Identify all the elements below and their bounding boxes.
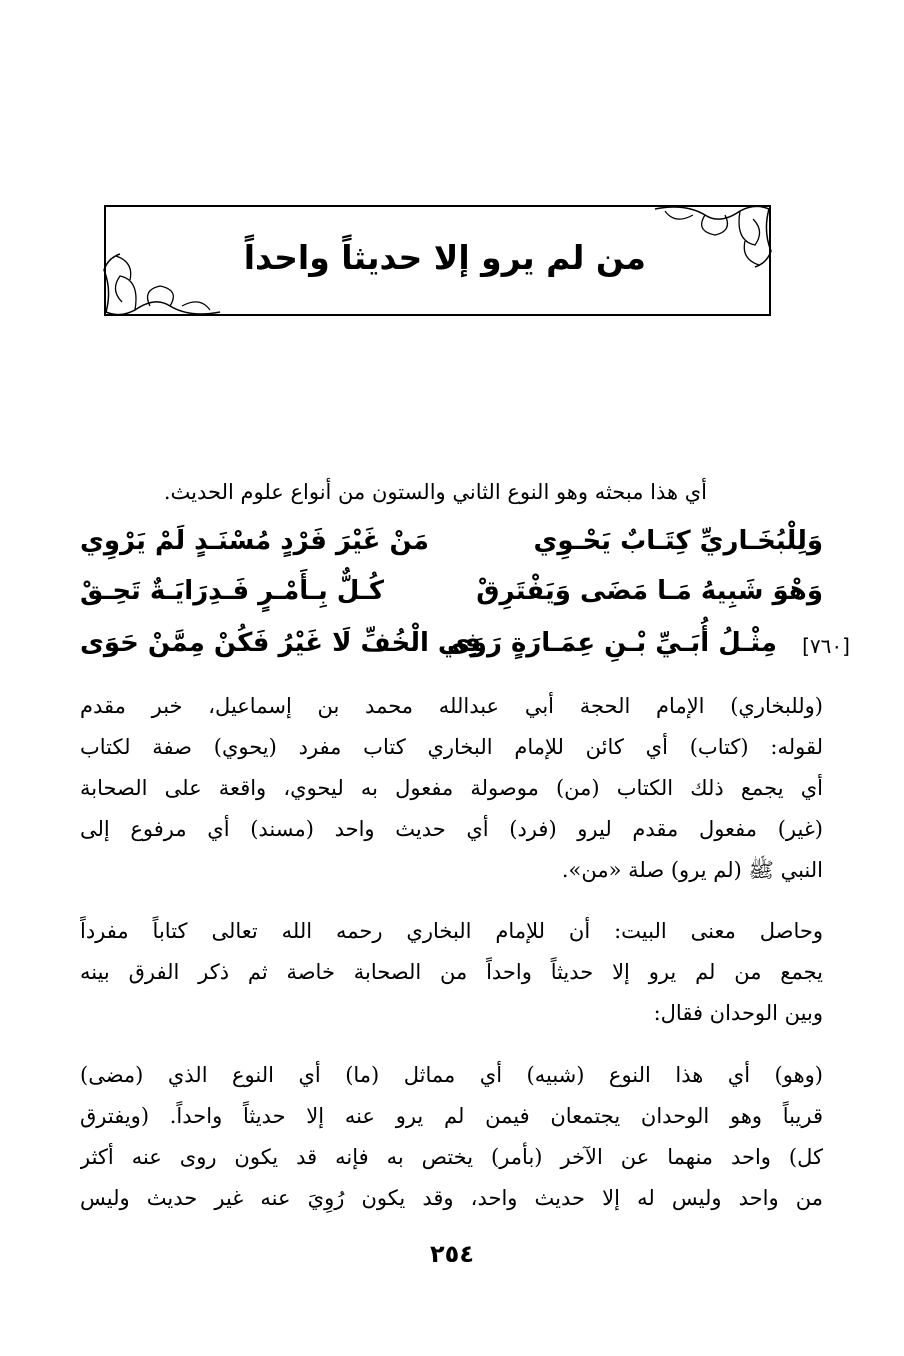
page-number: ٢٥٤ [430,1240,474,1268]
text-line: (وهو) أي هذا النوع (شبيه) أي مماثل (ما) أي النوع الذي (مضى) [80,1063,823,1087]
chapter-title: من لم يرو إلا حديثاً واحداً [243,238,646,277]
floral-ornament-icon [645,201,775,273]
floral-ornament-icon [100,248,230,320]
verse-hemistich: وَلِلْبُخَـاريِّ كِتَـابٌ يَحْـوِي [533,526,823,556]
text-line: أي يجمع ذلك الكتاب (من) موصولة مفعول به ليحوي، واقعة على الصحابة [80,776,823,800]
intro-text: أي هذا مبحثه وهو النوع الثاني والستون من أنواع علوم الحديث. [163,480,707,504]
text-line: يجمع من لم يرو إلا حديثاً واحداً من الصحابة خاصة ثم ذكر الفرق بينه [80,960,823,984]
text-line: وبين الوحدان فقال: [653,1001,823,1025]
verse-line [80,620,777,666]
verse-hemistich: مِثْـلُ أُبَـيِّ بْـنِ عِمَـارَةٍ رَوَى [446,628,777,658]
text-line: كل) واحد منهما عن الآخر (بأمر) يختص به فإنه قد يكون روى عنه أكثر [80,1145,823,1169]
verse-line [80,568,823,614]
commentary-paragraph [80,911,823,1034]
text-line: لقوله: (كتاب) أي كائن للإمام البخاري كتاب مفرد (يحوي) صفة لكتاب [80,735,823,759]
text-line: من واحد وليس له إلا حديث واحد، وقد يكون رُوِيَ عنه غير حديث وليس [80,1186,823,1210]
verse-number: [٧٦٠] [802,634,850,658]
commentary-paragraph [80,686,823,891]
verse-line [80,518,823,564]
verse-hemistich: فِي الْخُفِّ لَا غَيْرُ فَكُنْ مِمَّنْ حَوَى [80,628,482,658]
text-line: وحاصل معنى البيت: أن للإمام البخاري رحمه الله تعالى كتاباً مفرداً [80,919,823,943]
verse-hemistich: مَنْ غَيْرَ فَرْدٍ مُسْنَـدٍ لَمْ يَرْوِي [80,526,429,556]
text-line: (وللبخاري) الإمام الحجة أبي عبدالله محمد بن إسماعيل، خبر مقدم [80,694,823,718]
verse-hemistich: وَهْوَ شَبِيهُ مَـا مَضَى وَيَفْتَرِقْ [476,576,823,606]
verse-hemistich: كُـلٌّ بِـأَمْـرٍ فَـدِرَايَـةٌ تَحِـقْ [80,576,384,606]
text-line: (غير) مفعول مقدم ليرو (فرد) أي حديث واحد (مسند) أي مرفوع إلى [80,817,823,841]
text-line: قريباً وهو الوحدان يجتمعان فيمن لم يرو عنه إلا حديثاً واحداً. (ويفترق [80,1104,823,1128]
text-line: النبي ﷺ (لم يرو) صلة «من». [561,858,823,882]
chapter-title-frame [104,205,771,316]
commentary-paragraph [80,1055,823,1219]
